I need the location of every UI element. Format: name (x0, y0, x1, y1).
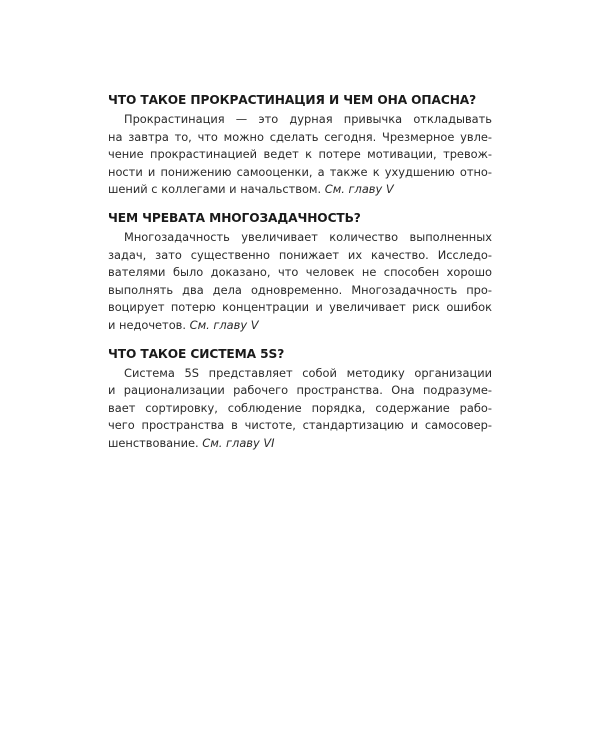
section-body (108, 229, 492, 335)
page-content (108, 91, 492, 463)
section-multitasking (108, 209, 492, 335)
body-line: и рационализации рабочего пространства. Она подразуме- (108, 383, 492, 398)
body-line-text: и недочетов. (108, 317, 186, 332)
body-line: вателями было доказано, что человек не способен хорошо (108, 265, 492, 280)
body-line-text: шений с коллегами и начальством. (108, 182, 322, 197)
body-line: Многозадачность увеличивает количество выполненных (124, 229, 492, 244)
body-line: на завтра то, что можно сделать сегодня. Чрезмерное увле- (108, 129, 492, 144)
body-line-last (108, 181, 492, 199)
body-line: выполнять два дела одновременно. Многозадачность про- (108, 282, 492, 297)
chapter-reference: См. главу V (324, 182, 394, 197)
section-heading: ЧТО ТАКОЕ СИСТЕМА 5S? (108, 346, 285, 361)
section-heading: ЧЕМ ЧРЕВАТА МНОГОЗАДАЧНОСТЬ? (108, 210, 361, 225)
body-line: ности и понижению самооценки, а также к ухудшению отно- (108, 164, 492, 179)
body-line-text: шенствование. (108, 435, 199, 450)
body-line: Система 5S представляет собой методику организации (124, 365, 492, 380)
section-procrastination (108, 91, 492, 199)
body-line: задач, зато существенно понижает их качество. Исследо- (108, 247, 492, 262)
body-line: чение прокрастинацией ведет к потере мотивации, тревож- (108, 147, 492, 162)
section-body (108, 365, 492, 453)
section-5s (108, 345, 492, 453)
section-body (108, 111, 492, 199)
body-line: воцирует потерю концентрации и увеличивает риск ошибок (108, 300, 492, 315)
chapter-reference: См. главу V (189, 317, 259, 332)
chapter-reference: См. главу VI (202, 435, 275, 450)
body-line: Прокрастинация — это дурная привычка откладывать (124, 112, 492, 126)
section-heading: ЧТО ТАКОЕ ПРОКРАСТИНАЦИЯ И ЧЕМ ОНА ОПАСНА? (108, 93, 477, 107)
body-line-last (108, 435, 492, 453)
body-line: вает сортировку, соблюдение порядка, содержание рабо- (108, 400, 492, 415)
body-line: чего пространства в чистоте, стандартизацию и самосовер- (108, 418, 492, 433)
body-line-last (108, 317, 492, 335)
